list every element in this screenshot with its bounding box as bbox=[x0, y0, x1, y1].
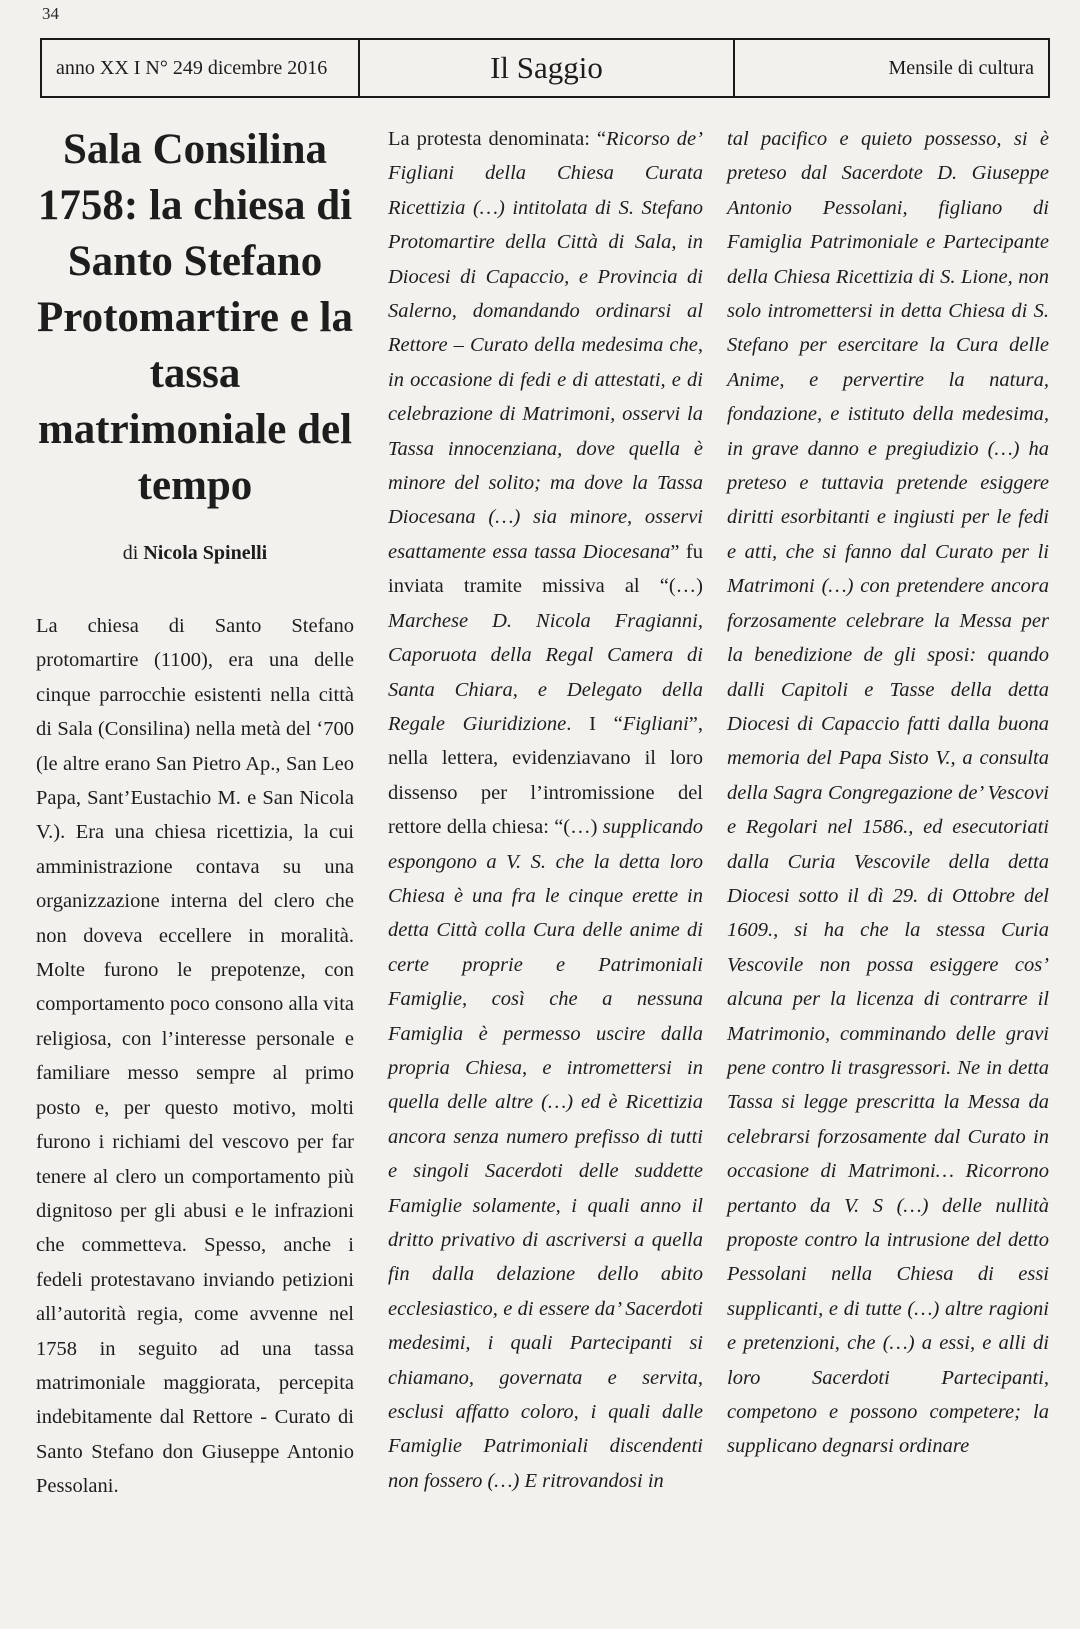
column-1 bbox=[36, 122, 354, 1504]
col2-mid3: ”, nella lettera, evidenziavano il loro dissenso per l’intromissione del rettore della chiesa: “(…) bbox=[388, 712, 703, 839]
article-title: Sala Consilina 1758: la chiesa di Santo Stefano Protomartire e la tassa matrimoniale del tempo bbox=[37, 126, 353, 509]
magazine-title: Il Saggio bbox=[360, 40, 735, 96]
col2-intro: La protesta denominata: “ bbox=[388, 128, 607, 150]
article-body-col1: La chiesa di Santo Stefano protomartire (1100), era una delle cinque parrocchie esistenti nella città di Sala (Consilina) nella metà del ‘700 (le altre erano San Pietro Ap., San Leo Papa, Sant’Eustachio M. e San Nicola V.). Era una chiesa ricettizia, la cui amministrazione contava su una organizzazione interna del clero che non doveva eccellere in moralità. Molte furono le prepotenze, con comportamento poco consono alla vita religiosa, con l’interesse personale e familiare messo sempre al primo posto e, per questo motivo, molti furono i richiami del vescovo per far tenere al clero un comportamento più dignitoso per gli abusi e le infrazioni che commetteva. Spesso, anche i fedeli protestavano inviando petizioni all’autorità regia, come avvenne nel 1758 in seguito ad una tassa matrimoniale maggiorata, percepita indebitamente dal Rettore - Curato di Santo Stefano don Giuseppe Antonio Pessolani. bbox=[36, 615, 354, 1498]
masthead bbox=[40, 38, 1050, 98]
article-body-col3: tal pacifico e quieto possesso, si è preteso dal Sacerdote D. Giuseppe Antonio Pessolani, figliano di Famiglia Patrimoniale e Partecipante della Chiesa Ricettizia di S. Lione, non solo intromettersi in detta Chiesa di S. Stefano per esercitare la Cura delle Anime, e pervertire la natura, fondazione, e istituto della medesima, in grave danno e pregiudizio (…) ha preteso e tuttavia pretende esiggere diritti esorbitanti e ingiusti per le fedi e atti, che si fanno dal Curato per li Matrimoni (…) con pretendere ancora forzosamente celebrare la Messa per la benedizione de gli sposi: quando dalli Capitoli e Tasse della detta Diocesi di Capaccio fatti dalla buona memoria del Papa Sisto V., a consulta della Sagra Congregazione de’ Vescovi e Regolari nel 1586., ed esecutoriati dalla Curia Vescovile della detta Diocesi sotto il dì 29. di Ottobre del 1609., si ha che la stessa Curia Vescovile non possa esiggere cos’ alcuna per la licenza di contrarre il Matrimonio, comminando delle gravi pene contro li trasgressori. Ne in detta Tassa si legge prescritta la Messa da celebrarsi forzosamente dal Curato in occasione di Matrimoni… Ricorrono pertanto da V. S (…) delle nullità proposte contro la intrusione del detto Pessolani nella Chiesa di essi supplicanti, e di tutte (…) altre ragioni e pretenzioni, che (…) a essi, e alli di loro Sacerdoti Partecipanti, competono e possono competere; la supplicano degnarsi ordinare bbox=[727, 128, 1049, 1458]
quote-supplica: supplicando espongono a V. S. che la detta loro Chiesa è una fra le cinque erette in detta Città colla Cura delle anime di certe proprie e Patrimoniali Famiglie, così che a nessuna Famiglia è permesso uscire dalla propria Chiesa, e intromettersi in quella delle altre (…) ed è Ricettizia ancora senza numero prefisso di tutti e singoli Sacerdoti delle suddette Famiglie solamente, i quali anno il dritto privativo di ascriversi a quella fin dalla delazione dello abito ecclesiastico, e di essere da’ Sacerdoti medesimi, i quali Partecipanti si chiamano, governata e servita, esclusi affatto coloro, i quali dalle Famiglie Patrimoniali discendenti non fossero (…) E ritrovandosi in bbox=[388, 816, 703, 1492]
author-name: Nicola Spinelli bbox=[143, 542, 268, 564]
byline-prefix: di bbox=[122, 542, 139, 564]
quote-figliani: Figliani bbox=[622, 712, 689, 735]
column-3 bbox=[727, 122, 1049, 1464]
page-number: 34 bbox=[42, 4, 59, 23]
issue-info: anno XX I N° 249 dicembre 2016 bbox=[42, 40, 360, 96]
quote-marchese: Marchese D. Nicola Fragianni, Caporuota della Regal Camera di Santa Chiara, e Delegato della Regale Giuridizione bbox=[388, 609, 703, 735]
byline bbox=[36, 542, 354, 565]
column-2 bbox=[388, 122, 703, 1498]
col2-mid2: . I “ bbox=[566, 712, 623, 735]
magazine-tagline: Mensile di cultura bbox=[888, 56, 1034, 79]
quote-ricorso: Ricorso de’ Figliani della Chiesa Curata Ricettizia (…) intitolata di S. Stefano Protomartire della Città di Sala, in Diocesi di Capaccio, e Provincia di Salerno, domandando ordinarsi al Rettore – Curato della medesima che, in occasione di fedi e di attestati, e di celebrazione di Matrimoni, osservi la Tassa innocenziana, dove quella è minore del solito; ma dove la Tassa Diocesana (…) sia minore, osservi esattamente essa tassa Diocesana bbox=[388, 128, 703, 563]
article-body-col2 bbox=[388, 122, 703, 1498]
col2-mid: ” fu inviata tramite missiva al “(…) bbox=[388, 540, 703, 598]
